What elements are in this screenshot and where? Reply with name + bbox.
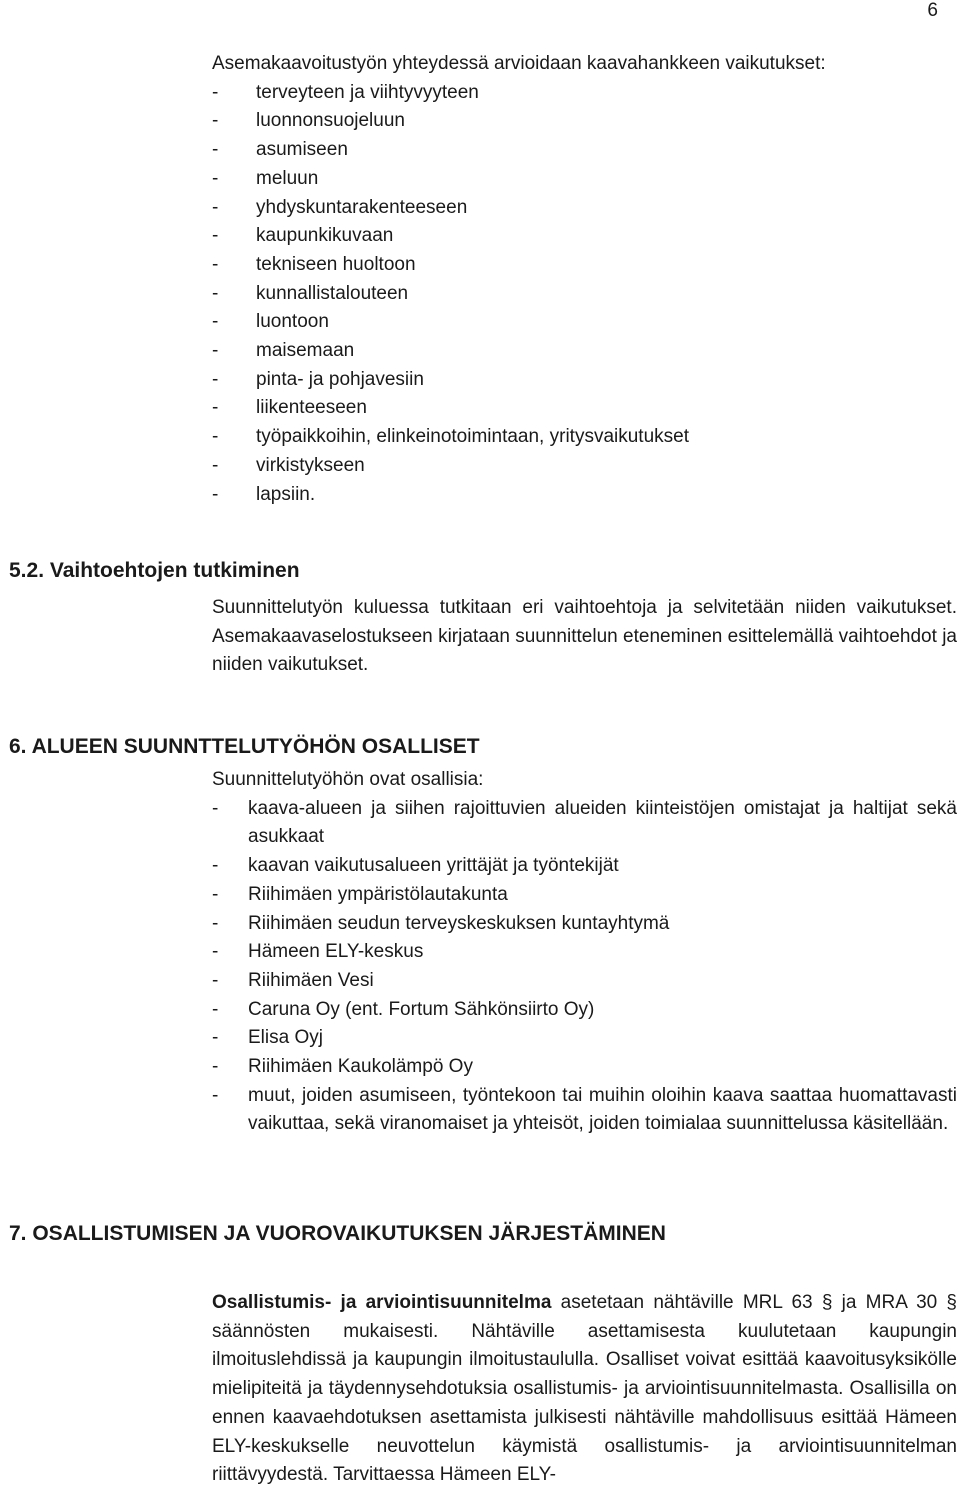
list-item-text: kaava-alueen ja siihen rajoittuvien alueiden kiinteistöjen omistajat ja haltijat sekä asukkaat <box>248 797 957 848</box>
list-item <box>212 452 957 481</box>
list-item-text: yhdyskuntarakenteeseen <box>256 196 468 218</box>
list-item <box>212 852 957 881</box>
list-dash: - <box>212 855 219 877</box>
list-item-text: virkistykseen <box>256 454 365 476</box>
list-item-text: asumiseen <box>256 139 348 161</box>
section-7-text: asetetaan nähtäville MRL 63 § ja MRA 30 § säännösten mukaisesti. Nähtäville asettamisesta kuulutetaan kaupungin ilmoituslehdissä ja kaupungin ilmoitustaululla. Osalliset voivat esittää kaavoitusyksikölle mielipiteitä ja täydennysehdotuksia osallistumis- ja arviointisuunnitelmasta. Osallisilla on ennen kaavaehdotuksen asettamista julkisesti nähtäville mahdollisuus esittää Hämeen ELY-keskukselle neuvottelun käymistä osallistumis- ja arviointisuunnitelman riittävyydestä. Tarvittaessa Hämeen ELY- <box>212 1292 957 1486</box>
list-item-text: Riihimäen Vesi <box>248 969 374 991</box>
list-dash: - <box>212 110 219 132</box>
list-item-text: Caruna Oy (ent. Fortum Sähkönsiirto Oy) <box>248 998 595 1020</box>
list-item-text: työpaikkoihin, elinkeinotoimintaan, yritysvaikutukset <box>256 426 689 448</box>
list-item-text: kaavan vaikutusalueen yrittäjät ja työntekijät <box>248 855 619 877</box>
list-dash: - <box>212 797 219 819</box>
list-dash: - <box>212 941 219 963</box>
list-item-text: liikenteeseen <box>256 397 367 419</box>
list-dash: - <box>212 426 219 448</box>
list-item <box>212 481 957 510</box>
list-item <box>212 107 957 136</box>
list-dash: - <box>212 368 219 390</box>
list-item <box>212 394 957 423</box>
list-dash: - <box>212 1027 219 1049</box>
section-7-paragraph <box>212 1289 957 1490</box>
list-item-text: maisemaan <box>256 340 355 362</box>
list-item <box>212 194 957 223</box>
page-number: 6 <box>927 0 938 21</box>
list-dash: - <box>212 196 219 218</box>
list-dash: - <box>212 225 219 247</box>
section-7-heading: 7. OSALLISTUMISEN JA VUOROVAIKUTUKSEN JÄRJESTÄMINEN <box>9 1222 666 1245</box>
list-item-text: lapsiin. <box>256 483 316 505</box>
list-dash: - <box>212 282 219 304</box>
list-dash: - <box>212 969 219 991</box>
list-dash: - <box>212 454 219 476</box>
list-dash: - <box>212 1084 219 1106</box>
impact-list <box>212 79 957 510</box>
list-item <box>212 1024 957 1053</box>
list-item-text: Hämeen ELY-keskus <box>248 941 424 963</box>
list-dash: - <box>212 167 219 189</box>
list-item-text: tekniseen huoltoon <box>256 253 416 275</box>
list-item-text: muut, joiden asumiseen, työntekoon tai muihin oloihin kaava saattaa huomattavasti vaikuttaa, sekä viranomaiset ja yhteisöt, joiden toimialaa suunnittelussa käsitellään. <box>248 1084 957 1135</box>
list-dash: - <box>212 253 219 275</box>
list-item-text: terveyteen ja viihtyvyyteen <box>256 81 479 103</box>
list-dash: - <box>212 81 219 103</box>
impact-lead: Asemakaavoitustyön yhteydessä arvioidaan kaavahankkeen vaikutukset: <box>212 53 826 74</box>
list-item-text: Riihimäen seudun terveyskeskuksen kuntayhtymä <box>248 912 670 934</box>
list-dash: - <box>212 883 219 905</box>
participants-lead: Suunnittelutyöhön ovat osallisia: <box>212 769 484 790</box>
list-item-text: pinta- ja pohjavesiin <box>256 368 424 390</box>
list-dash: - <box>212 998 219 1020</box>
list-item-text: luontoon <box>256 311 329 333</box>
list-item <box>212 795 957 852</box>
list-dash: - <box>212 340 219 362</box>
section-7-bold-lead: Osallistumis- ja arviointisuunnitelma <box>212 1292 552 1313</box>
list-item <box>212 165 957 194</box>
list-item <box>212 366 957 395</box>
section-6-heading: 6. ALUEEN SUUNNTTELUTYÖHÖN OSALLISET <box>9 735 480 758</box>
list-dash: - <box>212 397 219 419</box>
list-item <box>212 910 957 939</box>
list-item <box>212 79 957 108</box>
list-item <box>212 938 957 967</box>
list-item <box>212 996 957 1025</box>
list-item <box>212 967 957 996</box>
list-item <box>212 136 957 165</box>
list-item-text: luonnonsuojeluun <box>256 110 405 132</box>
section-6-body <box>212 766 957 1139</box>
list-item <box>212 881 957 910</box>
list-item <box>212 308 957 337</box>
list-item <box>212 222 957 251</box>
list-item <box>212 423 957 452</box>
list-dash: - <box>212 139 219 161</box>
section-5-2-heading: 5.2. Vaihtoehtojen tutkiminen <box>9 559 300 582</box>
list-dash: - <box>212 912 219 934</box>
list-item <box>212 251 957 280</box>
list-dash: - <box>212 1056 219 1078</box>
list-item-text: meluun <box>256 167 319 189</box>
list-item-text: Riihimäen ympäristölautakunta <box>248 883 508 905</box>
participants-list <box>212 795 957 1139</box>
list-item <box>212 1053 957 1082</box>
impact-assessment-block <box>212 50 957 509</box>
list-dash: - <box>212 483 219 505</box>
list-item <box>212 280 957 309</box>
list-item-text: kunnallistalouteen <box>256 282 409 304</box>
section-5-2-paragraph: Suunnittelutyön kuluessa tutkitaan eri vaihtoehtoja ja selvitetään niiden vaikutukset. Asemakaavaselostukseen kirjataan suunnittelun eteneminen esittelemällä vaihtoehdot ja niiden vaikutukset. <box>212 597 957 676</box>
list-dash: - <box>212 311 219 333</box>
list-item-text: Elisa Oyj <box>248 1027 323 1049</box>
list-item-text: Riihimäen Kaukolämpö Oy <box>248 1056 473 1078</box>
list-item-text: kaupunkikuvaan <box>256 225 394 247</box>
list-item <box>212 337 957 366</box>
list-item <box>212 1082 957 1139</box>
